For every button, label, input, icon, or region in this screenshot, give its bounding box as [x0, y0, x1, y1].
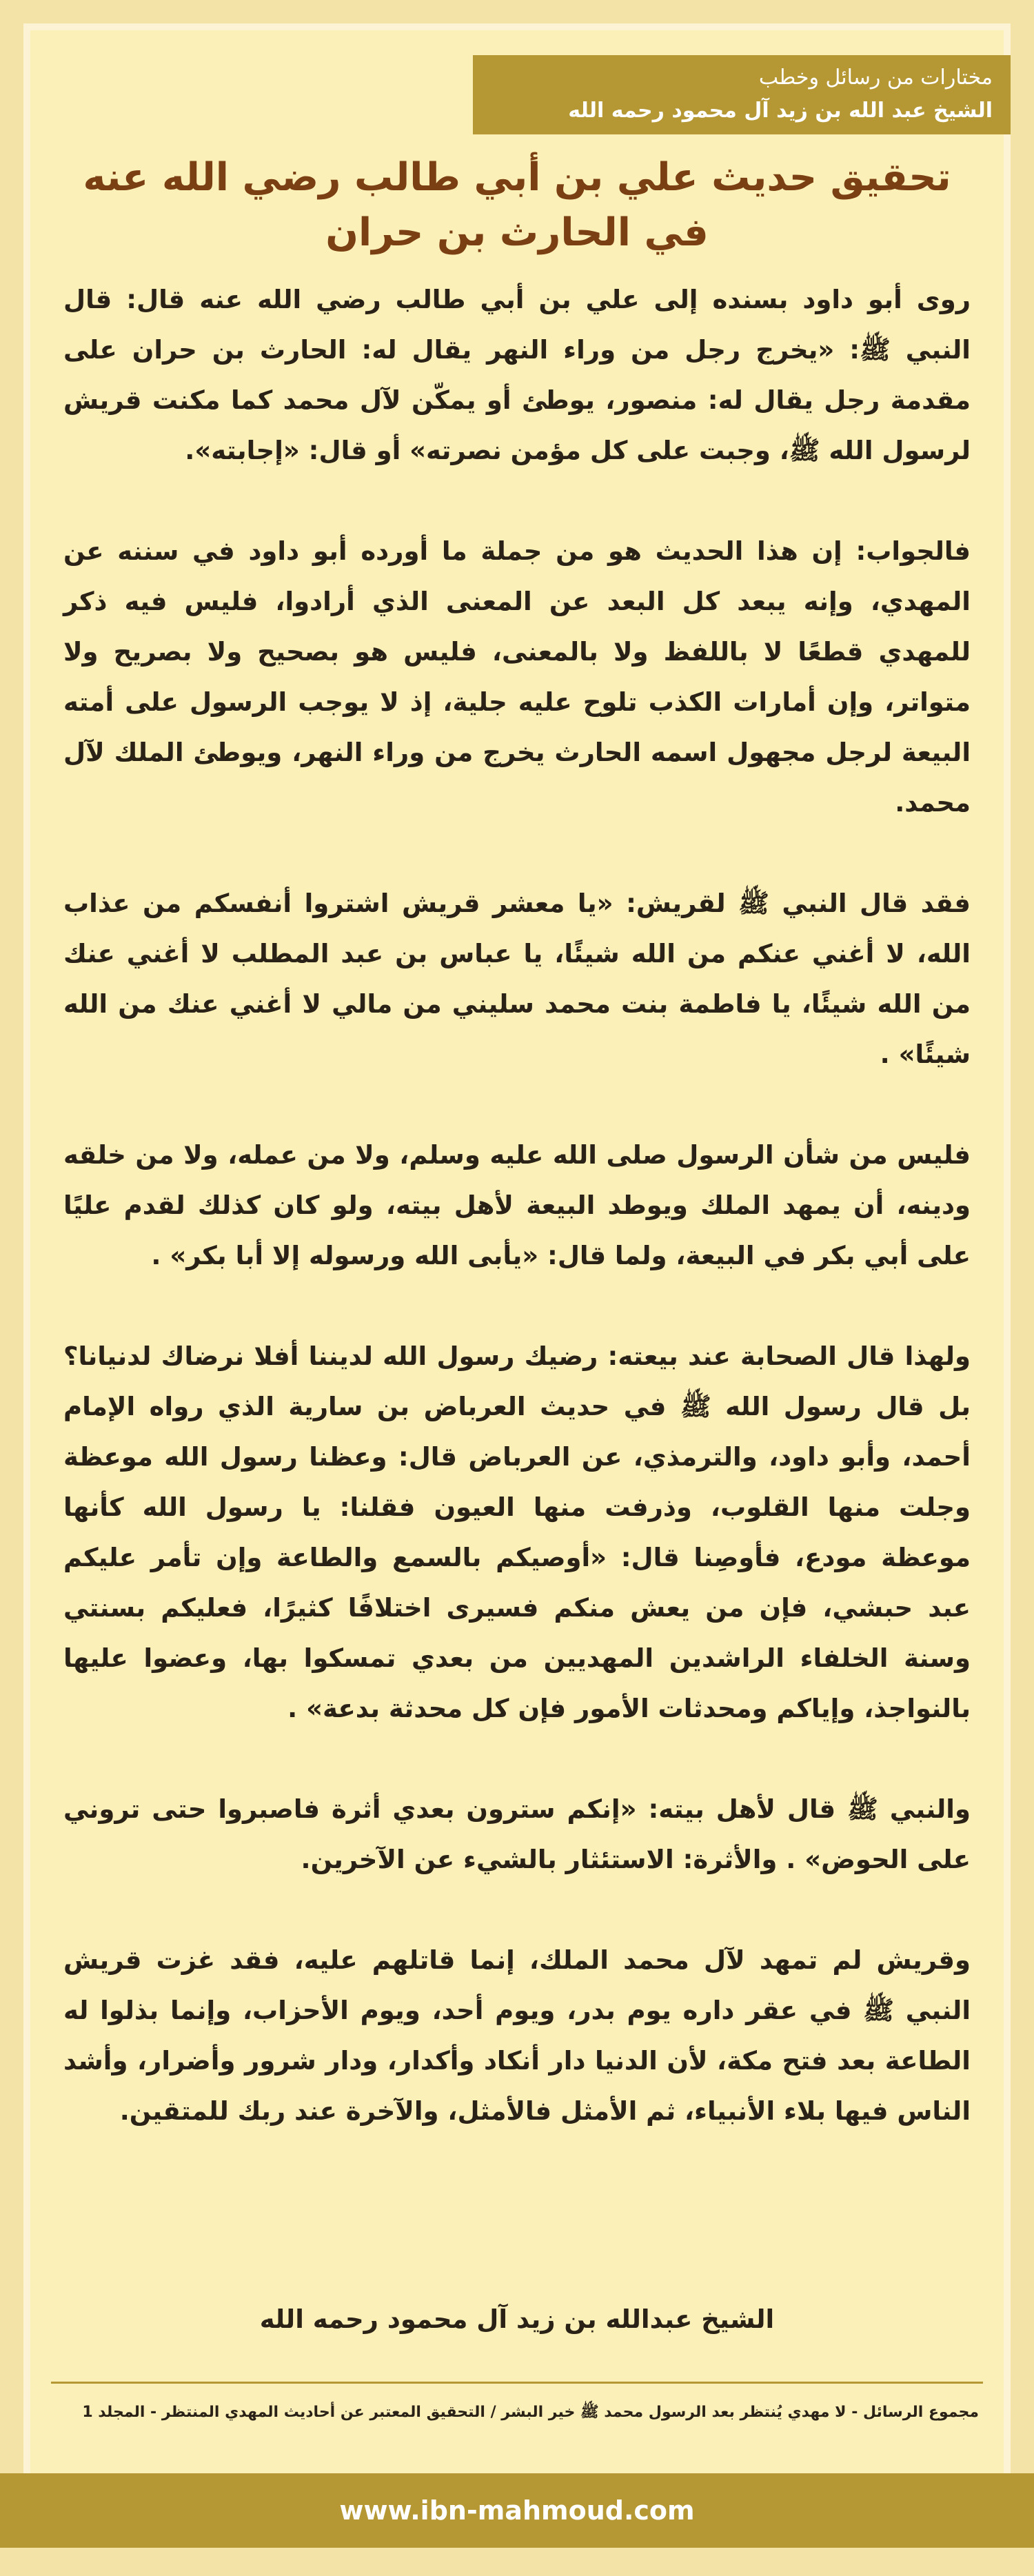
header-subtitle: مختارات من رسائل وخطب [758, 65, 993, 90]
signature: الشيخ عبدالله بن زيد آل محمود رحمه الله [259, 2304, 775, 2334]
paragraph: وقريش لم تمهد لآل محمد الملك، إنما قاتلهم عليه، فقد غزت قريش النبي ﷺ في عقر داره يوم بدر، ويوم أحد، ويوم الأحزاب، وإنما بذلوا له الطاعة بعد فتح مكة، لأن الدنيا دار أنكاد وأكدار، ودار شرور وأضرار، وأشد الناس فيها بلاء الأنبياء، ثم الأمثل فالأمثل، والآخرة عند ربك للمتقين. [63, 1945, 971, 2126]
bottom-strip [0, 2548, 1034, 2576]
header-banner [473, 55, 1011, 134]
paragraph: روى أبو داود بسنده إلى علي بن أبي طالب رضي الله عنه قال: قال النبي ﷺ: «يخرج رجل من وراء النهر يقال له: الحارث بن حران على مقدمة رجل يقال له: منصور، يوطئ أو يمكّن لآل محمد كما مكنت قريش لرسول الله ﷺ، وجبت على كل مؤمن نصرته» أو قال: «إجابته». [63, 285, 971, 465]
article-body [63, 274, 971, 2187]
source-footnote: مجموع الرسائل - لا مهدي يُنتظر بعد الرسول محمد ﷺ خير البشر / التحقيق المعتبر عن أحاديث المهدي المنتظر - المجلد 1 [82, 2404, 979, 2421]
page-title [69, 150, 965, 261]
title-line-1: تحقيق حديث علي بن أبي طالب رضي الله عنه [83, 155, 951, 200]
title-line-2: في الحارث بن حران [325, 210, 709, 255]
paragraph: ولهذا قال الصحابة عند بيعته: رضيك رسول الله لديننا أفلا نرضاك لدنيانا؟ بل قال رسول الله ﷺ في حديث العرباض بن سارية الذي رواه الإمام أحمد، وأبو داود، والترمذي، عن العرباض قال: وعظنا رسول الله موعظة وجلت منها القلوب، وذرفت منها العيون فقلنا: يا رسول الله كأنها موعظة مودع، فأوصِنا قال: «أوصيكم بالسمع والطاعة وإن تأمر عليكم عبد حبشي، فإن من يعش منكم فسيرى اختلافًا كثيرًا، فعليكم بسنتي وسنة الخلفاء الراشدين المهديين من بعدي تمسكوا بها، وعضوا عليها بالنواجذ، وإياكم ومحدثات الأمور فإن كل محدثة بدعة» . [63, 1341, 971, 1723]
divider [51, 2382, 983, 2384]
paragraph: فقد قال النبي ﷺ لقريش: «يا معشر قريش اشتروا أنفسكم من عذاب الله، لا أغني عنكم من الله شيئًا، يا عباس بن عبد المطلب لا أغني عنك من الله شيئًا، يا فاطمة بنت محمد سليني من مالي لا أغني عنك من الله شيئًا» . [63, 889, 971, 1069]
paragraph: والنبي ﷺ قال لأهل بيته: «إنكم سترون بعدي أثرة فاصبروا حتى تروني على الحوض» . والأثرة: الاستئثار بالشيء عن الآخرين. [63, 1794, 971, 1874]
paragraph: فليس من شأن الرسول صلى الله عليه وسلم، ولا من عمله، ولا من خلقه ودينه، أن يمهد الملك ويوطد البيعة لأهل بيته، ولو كان كذلك لقدم عليًا على أبي بكر في البيعة، ولما قال: «يأبى الله ورسوله إلا أبا بكر» . [63, 1140, 971, 1270]
paragraph: فالجواب: إن هذا الحديث هو من جملة ما أورده أبو داود في سننه عن المهدي، وإنه يبعد كل البعد عن المعنى الذي أرادوا، فليس فيه ذكر للمهدي قطعًا لا باللفظ ولا بالمعنى، فليس هو بصحيح ولا بصريح ولا متواتر، وإن أمارات الكذب تلوح عليه جلية، إذ لا يوجب الرسول على أمته البيعة لرجل مجهول اسمه الحارث يخرج من وراء النهر، ويوطئ الملك لآل محمد. [63, 536, 971, 818]
header-author: الشيخ عبد الله بن زيد آل محمود رحمه الله [568, 99, 993, 123]
footer-bar [0, 2473, 1034, 2548]
website-link[interactable]: www.ibn-mahmoud.com [339, 2495, 695, 2526]
